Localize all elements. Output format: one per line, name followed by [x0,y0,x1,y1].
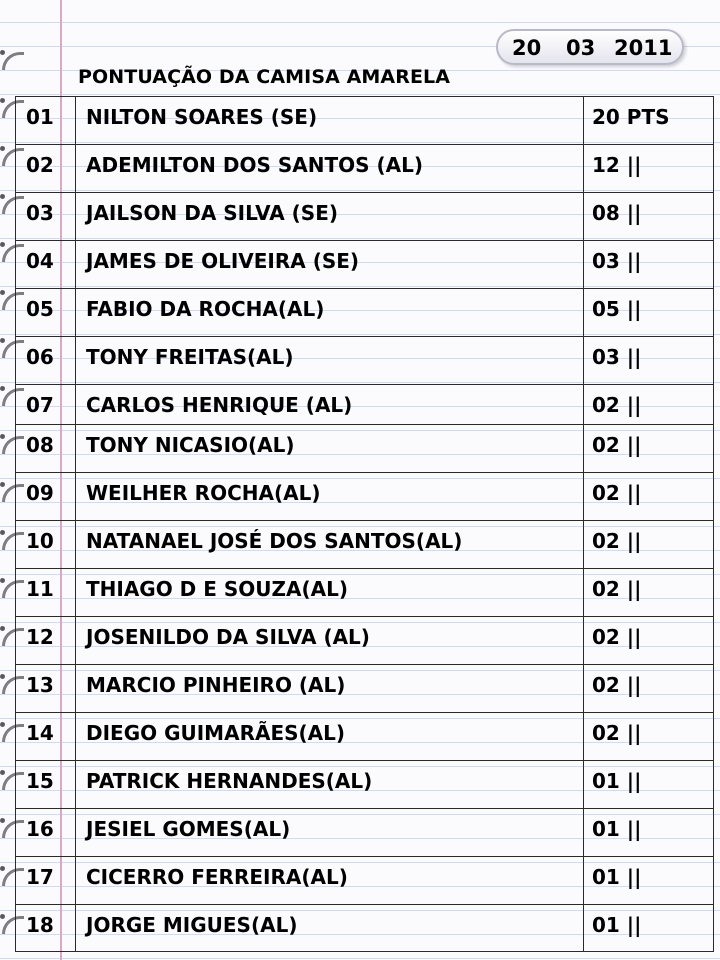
table-row [15,240,714,288]
name-cell: THIAGO D E SOUZA(AL) [76,569,584,616]
points-cell: 12 || [592,153,642,177]
points-cell: 02 || [592,433,642,457]
points-cell: 05 || [592,297,642,321]
name-cell: CICERRO FERREIRA(AL) [76,857,584,904]
name-cell: ADEMILTON DOS SANTOS (AL) [76,145,584,192]
rank-cell: 06 [16,337,76,384]
table-row [15,192,714,240]
date-badge [496,29,684,65]
table-row [15,616,714,664]
rank-cell: 13 [16,665,76,712]
name-cell: JESIEL GOMES(AL) [76,809,584,856]
rank-cell: 07 [16,385,76,424]
points-cell: 02 || [592,529,642,553]
points-cell: 02 || [592,625,642,649]
points-cell: 03 || [592,345,642,369]
name-cell: TONY FREITAS(AL) [76,337,584,384]
name-cell: FABIO DA ROCHA(AL) [76,289,584,336]
name-cell: TONY NICASIO(AL) [76,425,584,472]
spiral-ring-icon [2,52,24,70]
points-cell: 02 || [592,673,642,697]
points-cell: 03 || [592,249,642,273]
points-cell: 01 || [592,817,642,841]
table-row [15,96,714,144]
table-row [15,904,714,952]
rank-cell: 09 [16,473,76,520]
rank-cell: 14 [16,713,76,760]
points-cell: 20 PTS [592,105,670,129]
name-cell: NILTON SOARES (SE) [76,97,584,144]
name-cell: JORGE MIGUES(AL) [76,905,584,951]
table-row [15,568,714,616]
points-cell: 08 || [592,201,642,225]
rank-cell: 04 [16,241,76,288]
name-cell: CARLOS HENRIQUE (AL) [76,385,584,424]
rank-cell: 08 [16,425,76,472]
rank-cell: 12 [16,617,76,664]
date-year: 2011 [614,36,673,60]
table-row [15,336,714,384]
table-row [15,760,714,808]
rank-cell: 03 [16,193,76,240]
table-row [15,384,714,424]
table-row [15,472,714,520]
table-row [15,520,714,568]
rank-cell: 05 [16,289,76,336]
name-cell: DIEGO GUIMARÃES(AL) [76,713,584,760]
page-title: PONTUAÇÃO DA CAMISA AMARELA [78,66,451,88]
rank-cell: 16 [16,809,76,856]
table-row [15,664,714,712]
table-row [15,808,714,856]
table-row [15,712,714,760]
points-cell: 02 || [592,393,642,417]
rank-cell: 10 [16,521,76,568]
table-row [15,856,714,904]
points-cell: 01 || [592,769,642,793]
points-cell: 01 || [592,865,642,889]
rank-cell: 18 [16,905,76,951]
rank-cell: 02 [16,145,76,192]
name-cell: PATRICK HERNANDES(AL) [76,761,584,808]
points-cell: 02 || [592,577,642,601]
date-month: 03 [566,36,596,60]
rank-cell: 15 [16,761,76,808]
points-cell: 02 || [592,481,642,505]
points-cell: 01 || [592,913,642,937]
name-cell: NATANAEL JOSÉ DOS SANTOS(AL) [76,521,584,568]
table-row [15,144,714,192]
name-cell: JOSENILDO DA SILVA (AL) [76,617,584,664]
rank-cell: 17 [16,857,76,904]
name-cell: WEILHER ROCHA(AL) [76,473,584,520]
rank-cell: 11 [16,569,76,616]
name-cell: JAMES DE OLIVEIRA (SE) [76,241,584,288]
rank-cell: 01 [16,97,76,144]
ranking-table [15,96,714,952]
date-day: 20 [512,36,542,60]
table-row [15,424,714,472]
name-cell: JAILSON DA SILVA (SE) [76,193,584,240]
points-cell: 02 || [592,721,642,745]
name-cell: MARCIO PINHEIRO (AL) [76,665,584,712]
table-row [15,288,714,336]
